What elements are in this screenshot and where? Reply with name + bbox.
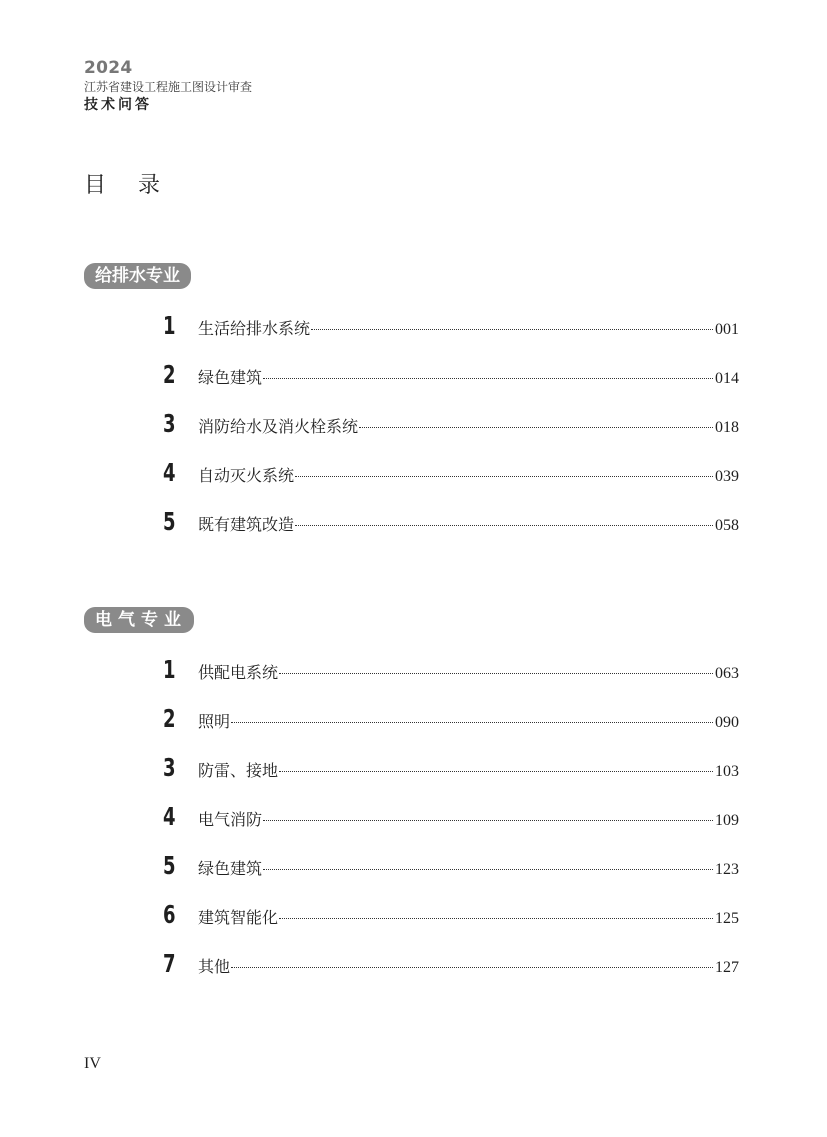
dot-leader — [279, 918, 713, 919]
dot-leader — [279, 673, 713, 674]
toc-entry-list — [84, 312, 739, 557]
entry-label: 自动灭火系统 — [198, 466, 295, 485]
section-badge: 电气专业 — [84, 607, 194, 633]
entry-number: 1 — [163, 311, 176, 340]
header-book-title: 江苏省建设工程施工图设计审查 — [84, 80, 253, 94]
toc-entry[interactable] — [84, 312, 739, 361]
toc-entry[interactable] — [84, 901, 739, 950]
section-badge: 给排水专业 — [84, 263, 191, 289]
entry-number: 3 — [163, 409, 176, 438]
dot-leader — [231, 722, 713, 723]
dot-leader — [359, 427, 713, 428]
dot-leader — [311, 329, 713, 330]
entry-number: 4 — [163, 458, 176, 487]
entry-number: 5 — [163, 507, 176, 536]
dot-leader — [279, 771, 713, 772]
toc-entry-list — [84, 656, 739, 999]
entry-page: 014 — [715, 370, 739, 387]
dot-leader — [263, 378, 713, 379]
entry-label: 绿色建筑 — [198, 368, 263, 387]
entry-page: 090 — [715, 714, 739, 731]
toc-entry[interactable] — [84, 803, 739, 852]
entry-label: 供配电系统 — [198, 663, 279, 682]
entry-label: 电气消防 — [198, 810, 263, 829]
entry-page: 039 — [715, 468, 739, 485]
entry-page: 063 — [715, 665, 739, 682]
entry-page: 109 — [715, 812, 739, 829]
toc-entry[interactable] — [84, 459, 739, 508]
entry-label: 绿色建筑 — [198, 859, 263, 878]
entry-page: 103 — [715, 763, 739, 780]
entry-label: 其他 — [198, 957, 231, 976]
entry-label: 建筑智能化 — [198, 908, 279, 927]
dot-leader — [263, 869, 713, 870]
toc-entry[interactable] — [84, 410, 739, 459]
entry-number: 1 — [163, 655, 176, 684]
toc-entry[interactable] — [84, 950, 739, 999]
toc-entry[interactable] — [84, 705, 739, 754]
entry-number: 7 — [163, 949, 176, 978]
entry-page: 123 — [715, 861, 739, 878]
entry-number: 2 — [163, 704, 176, 733]
entry-page: 001 — [715, 321, 739, 338]
header-book-subtitle: 技术问答 — [84, 97, 152, 113]
section-electrical — [84, 607, 739, 999]
dot-leader — [295, 525, 713, 526]
entry-label: 照明 — [198, 712, 231, 731]
entry-label: 生活给排水系统 — [198, 319, 311, 338]
page-folio: IV — [84, 1055, 101, 1072]
dot-leader — [231, 967, 713, 968]
toc-entry[interactable] — [84, 508, 739, 557]
toc-entry[interactable] — [84, 656, 739, 705]
section-water-supply-drainage — [84, 263, 739, 557]
toc-entry[interactable] — [84, 754, 739, 803]
running-header — [84, 58, 252, 115]
toc-entry[interactable] — [84, 361, 739, 410]
entry-page: 058 — [715, 517, 739, 534]
entry-label: 消防给水及消火栓系统 — [198, 417, 359, 436]
entry-label: 既有建筑改造 — [198, 515, 295, 534]
entry-number: 3 — [163, 753, 176, 782]
toc-title: 目录 — [84, 173, 193, 198]
entry-page: 125 — [715, 910, 739, 927]
dot-leader — [263, 820, 713, 821]
dot-leader — [295, 476, 713, 477]
entry-page: 127 — [715, 959, 739, 976]
entry-label: 防雷、接地 — [198, 761, 279, 780]
entry-number: 6 — [163, 900, 176, 929]
entry-number: 4 — [163, 802, 176, 831]
entry-number: 5 — [163, 851, 176, 880]
toc-entry[interactable] — [84, 852, 739, 901]
header-year: 2024 — [84, 58, 133, 78]
entry-page: 018 — [715, 419, 739, 436]
entry-number: 2 — [163, 360, 176, 389]
